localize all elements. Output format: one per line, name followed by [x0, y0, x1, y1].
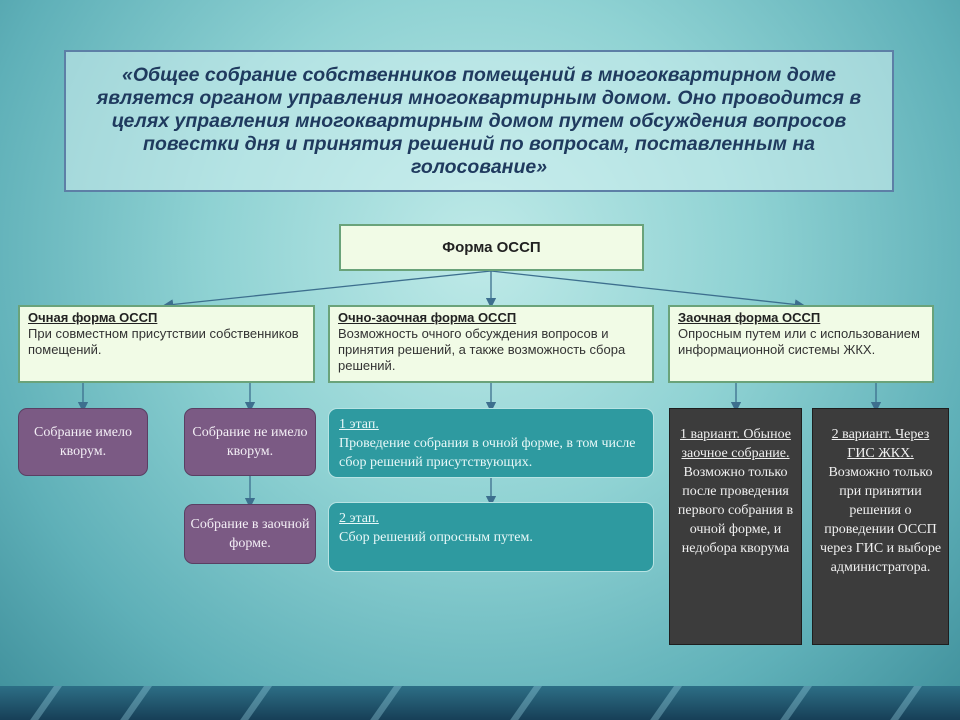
node-ochno-zaochnaya-text: Возможность очного обсуждения вопросов и принятия решений, а также возможность сбора решений.: [338, 326, 626, 373]
arrow-root-to-zaochnaya: [491, 271, 800, 305]
node-variant-2: [812, 408, 949, 645]
root-node-title: Форма ОССП: [442, 239, 541, 256]
node-variant-2-text: Возможно только при принятии решения о проведении ОССП через ГИС и выборе администратора.: [819, 465, 942, 575]
arrow-root-to-ochnaya: [168, 271, 491, 305]
node-quorum-yes-text: Собрание имело кворум.: [34, 425, 132, 459]
node-quorum-yes: [18, 408, 148, 476]
node-variant-1-text: Возможно только после проведения первого собрания в очной форме, и недобора кворума: [677, 465, 794, 556]
node-ochno-zaochnaya-forma: [328, 305, 654, 383]
node-ochno-zaochnaya-head: Очно-заочная форма ОССП: [338, 310, 517, 325]
root-node-forma-ossp: [339, 224, 644, 271]
definition-quote-text: «Общее собрание собственников помещений в многоквартирном доме является органом управления многоквартирным домом. Оно проводится в целях управления многоквартирным домом путем обсуждения вопросов повестки дня и принятия решений по вопросам, поставленным на голосование»: [96, 63, 862, 178]
node-stage-1-label: 1 этап.: [339, 417, 379, 432]
node-quorum-no: [184, 408, 316, 476]
node-zaochno-meeting-text: Собрание в заочной форме.: [190, 517, 310, 551]
node-stage-2-label: 2 этап.: [339, 511, 379, 526]
node-variant-1-label: 1 вариант. Обыное заочное собрание.: [680, 427, 791, 461]
node-stage-1-text: Проведение собрания в очной форме, в том числе сбор решений присутствующих.: [339, 436, 636, 470]
node-zaochnaya-forma: [668, 305, 934, 383]
node-variant-2-label: 2 вариант. Через ГИС ЖКХ.: [831, 427, 930, 461]
node-zaochno-meeting: [184, 504, 316, 564]
node-variant-1: [669, 408, 802, 645]
node-zaochnaya-text: Опросным путем или с использованием информационной системы ЖКХ.: [678, 326, 920, 357]
node-stage-2-text: Сбор решений опросным путем.: [339, 530, 533, 545]
node-ochnaya-head: Очная форма ОССП: [28, 310, 158, 325]
node-ochnaya-text: При совместном присутствии собственников помещений.: [28, 326, 299, 357]
node-zaochnaya-head: Заочная форма ОССП: [678, 310, 821, 325]
node-stage-1: [328, 408, 654, 478]
node-ochnaya-forma: [18, 305, 315, 383]
node-stage-2: [328, 502, 654, 572]
node-quorum-no-text: Собрание не имело кворум.: [192, 425, 308, 459]
